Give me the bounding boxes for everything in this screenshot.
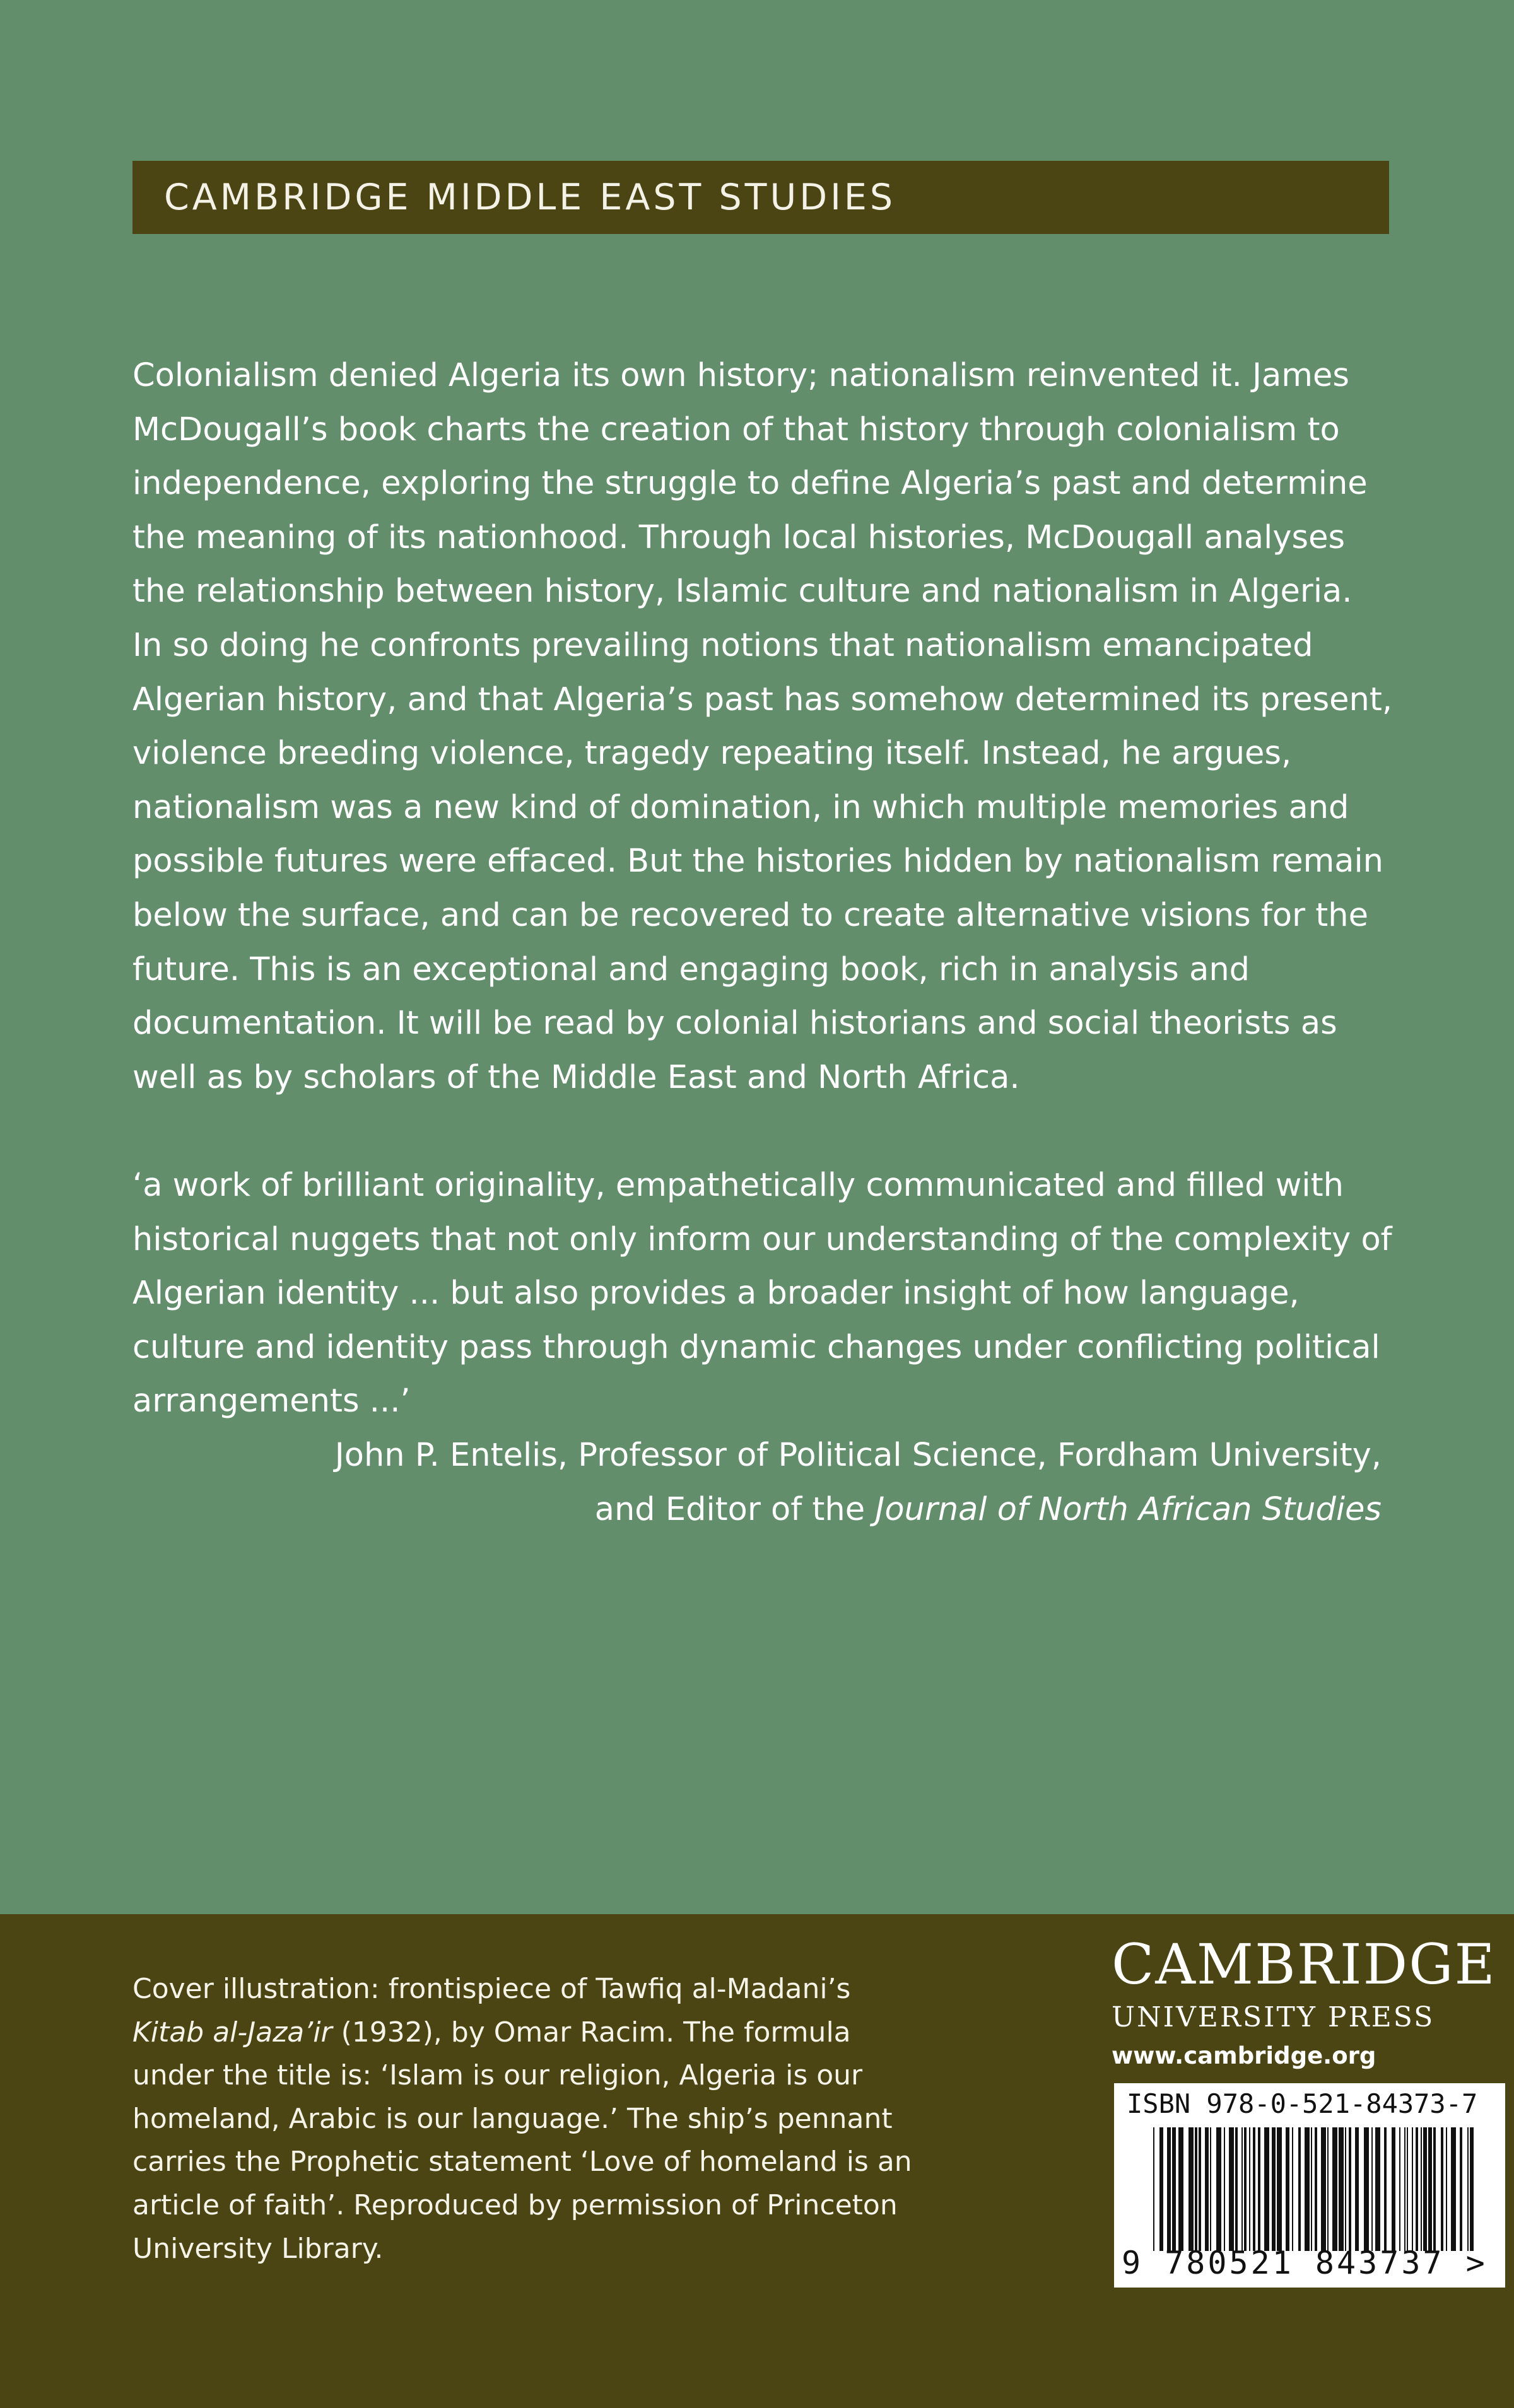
blurb-line: the meaning of its nationhood. Through local histories, McDougall analyses bbox=[132, 518, 1346, 556]
barcode-bar bbox=[1423, 2127, 1427, 2251]
barcode-bar bbox=[1327, 2127, 1329, 2251]
barcode-bar bbox=[1399, 2127, 1400, 2251]
barcode-bar bbox=[1441, 2127, 1443, 2251]
blurb-line: nationalism was a new kind of domination, in which multiple memories and bbox=[132, 788, 1349, 826]
blurb-line: independence, exploring the struggle to define Algeria’s past and determine bbox=[132, 465, 1368, 503]
barcode-bar bbox=[1188, 2127, 1194, 2251]
barcode-bar bbox=[1321, 2127, 1326, 2251]
barcode-bar bbox=[1224, 2127, 1225, 2251]
barcode-bar bbox=[1371, 2127, 1373, 2251]
barcode-bar bbox=[1332, 2127, 1337, 2251]
blurb-line: possible futures were effaced. But the histories hidden by nationalism remain bbox=[132, 843, 1383, 880]
attribution-line bbox=[246, 1483, 1382, 1537]
quote-line: arrangements ...’ bbox=[132, 1382, 411, 1420]
quote-line: historical nuggets that not only inform our understanding of the complexity of bbox=[132, 1220, 1392, 1258]
barcode-digits: 9 780521 843737 > bbox=[1122, 2245, 1488, 2281]
barcode-bar bbox=[1315, 2127, 1317, 2251]
barcode-bar bbox=[1355, 2127, 1359, 2251]
blurb-line: below the surface, and can be recovered to create alternative visions for the bbox=[132, 896, 1368, 934]
quote-line: Algerian identity ... but also provides a broader insight of how language, bbox=[132, 1275, 1300, 1312]
credit-book-title: Kitab al-Jaza’ir bbox=[132, 2016, 332, 2049]
credit-line: University Library. bbox=[132, 2232, 384, 2265]
barcode-bar bbox=[1364, 2127, 1369, 2251]
publisher-url[interactable]: www.cambridge.org bbox=[1112, 2042, 1376, 2069]
barcode-bar bbox=[1272, 2127, 1276, 2251]
isbn-label: ISBN 978-0-521-84373-7 bbox=[1127, 2088, 1478, 2119]
barcode-bar bbox=[1235, 2127, 1238, 2251]
credit-line: carries the Prophetic statement ‘Love of homeland is an bbox=[132, 2146, 912, 2178]
blurb-line: future. This is an exceptional and engaging book, rich in analysis and bbox=[132, 950, 1250, 988]
cover-credit bbox=[132, 1968, 921, 2271]
barcode-bar bbox=[1407, 2127, 1408, 2251]
barcode-bar bbox=[1249, 2127, 1250, 2251]
barcode-bar bbox=[1199, 2127, 1201, 2251]
blurb-line: the relationship between history, Islamic culture and nationalism in Algeria. bbox=[132, 573, 1353, 611]
blurb-line: In so doing he confronts prevailing notions that nationalism emancipated bbox=[132, 626, 1313, 664]
barcode-bar bbox=[1195, 2127, 1197, 2251]
barcode-bar bbox=[1292, 2127, 1293, 2251]
barcode-icon bbox=[1153, 2127, 1475, 2251]
barcode-bar bbox=[1205, 2127, 1209, 2251]
barcode-bar bbox=[1244, 2127, 1247, 2251]
credit-line: Cover illustration: frontispiece of Tawfiq al-Madani’s bbox=[132, 1973, 851, 2005]
barcode-bar bbox=[1428, 2127, 1432, 2251]
barcode-bar bbox=[1153, 2127, 1154, 2251]
credit-line-rest: (1932), by Omar Racim. The formula bbox=[332, 2016, 851, 2049]
barcode-bar bbox=[1286, 2127, 1289, 2251]
barcode-bar bbox=[1216, 2127, 1221, 2251]
barcode-bar bbox=[1305, 2127, 1310, 2251]
barcode-bar bbox=[1253, 2127, 1255, 2251]
barcode-bar bbox=[1460, 2127, 1462, 2251]
quote-line: culture and identity pass through dynamic changes under conflicting political bbox=[132, 1328, 1380, 1366]
quote-line: ‘a work of brilliant originality, empathetically communicated and filled with bbox=[132, 1167, 1344, 1204]
barcode-bar bbox=[1264, 2127, 1269, 2251]
quote-attribution bbox=[246, 1429, 1382, 1536]
barcode-bar bbox=[1229, 2127, 1234, 2251]
barcode-bar bbox=[1210, 2127, 1211, 2251]
blurb-text bbox=[132, 349, 1400, 1104]
barcode-bar bbox=[1159, 2127, 1163, 2251]
barcode-bar bbox=[1470, 2127, 1474, 2251]
blurb-line: violence breeding violence, tragedy repeating itself. Instead, he argues, bbox=[132, 735, 1292, 773]
credit-line: article of faith’. Reproduced by permission of Princeton bbox=[132, 2189, 898, 2221]
publisher-logo bbox=[1112, 1917, 1514, 2076]
barcode-bar bbox=[1404, 2127, 1405, 2251]
publisher-subtitle: UNIVERSITY PRESS bbox=[1112, 2001, 1435, 2033]
barcode bbox=[1114, 2083, 1505, 2288]
credit-line bbox=[132, 2011, 921, 2055]
barcode-bar bbox=[1416, 2127, 1418, 2251]
attribution-line: John P. Entelis, Professor of Political Science, Fordham University, bbox=[334, 1437, 1382, 1474]
attribution-prefix: and Editor of the bbox=[594, 1490, 876, 1528]
barcode-bar bbox=[1467, 2127, 1469, 2251]
barcode-bar bbox=[1433, 2127, 1436, 2251]
barcode-bar bbox=[1172, 2127, 1176, 2251]
barcode-bar bbox=[1446, 2127, 1447, 2251]
barcode-bar bbox=[1311, 2127, 1312, 2251]
barcode-bar bbox=[1375, 2127, 1380, 2251]
barcode-bar bbox=[1277, 2127, 1282, 2251]
review-quote bbox=[132, 1159, 1400, 1429]
barcode-bar bbox=[1392, 2127, 1395, 2251]
publisher-name: CAMBRIDGE bbox=[1112, 1932, 1496, 1997]
barcode-bar bbox=[1384, 2127, 1387, 2251]
series-title: CAMBRIDGE MIDDLE EAST STUDIES bbox=[164, 177, 896, 218]
blurb-line: well as by scholars of the Middle East and North Africa. bbox=[132, 1058, 1020, 1096]
barcode-bar bbox=[1339, 2127, 1344, 2251]
barcode-bar bbox=[1241, 2127, 1243, 2251]
series-banner bbox=[132, 161, 1389, 234]
barcode-bar bbox=[1349, 2127, 1351, 2251]
barcode-bar bbox=[1412, 2127, 1413, 2251]
barcode-bar bbox=[1258, 2127, 1260, 2251]
credit-line: homeland, Arabic is our language.’ The ship’s pennant bbox=[132, 2102, 893, 2135]
barcode-bar bbox=[1345, 2127, 1346, 2251]
barcode-bar bbox=[1298, 2127, 1301, 2251]
blurb-line: Colonialism denied Algeria its own history; nationalism reinvented it. James bbox=[132, 357, 1349, 394]
barcode-bar bbox=[1421, 2127, 1422, 2251]
blurb-line: Algerian history, and that Algeria’s past has somehow determined its present, bbox=[132, 681, 1393, 718]
journal-title: Journal of North African Studies bbox=[875, 1490, 1382, 1528]
barcode-bars bbox=[1153, 2127, 1475, 2251]
barcode-bar bbox=[1178, 2127, 1183, 2251]
barcode-bar bbox=[1167, 2127, 1171, 2251]
blurb-line: documentation. It will be read by colonial historians and social theorists as bbox=[132, 1005, 1337, 1043]
blurb-line: McDougall’s book charts the creation of that history through colonialism to bbox=[132, 411, 1340, 448]
barcode-bar bbox=[1451, 2127, 1456, 2251]
credit-line: under the title is: ‘Islam is our religion, Algeria is our bbox=[132, 2059, 863, 2092]
